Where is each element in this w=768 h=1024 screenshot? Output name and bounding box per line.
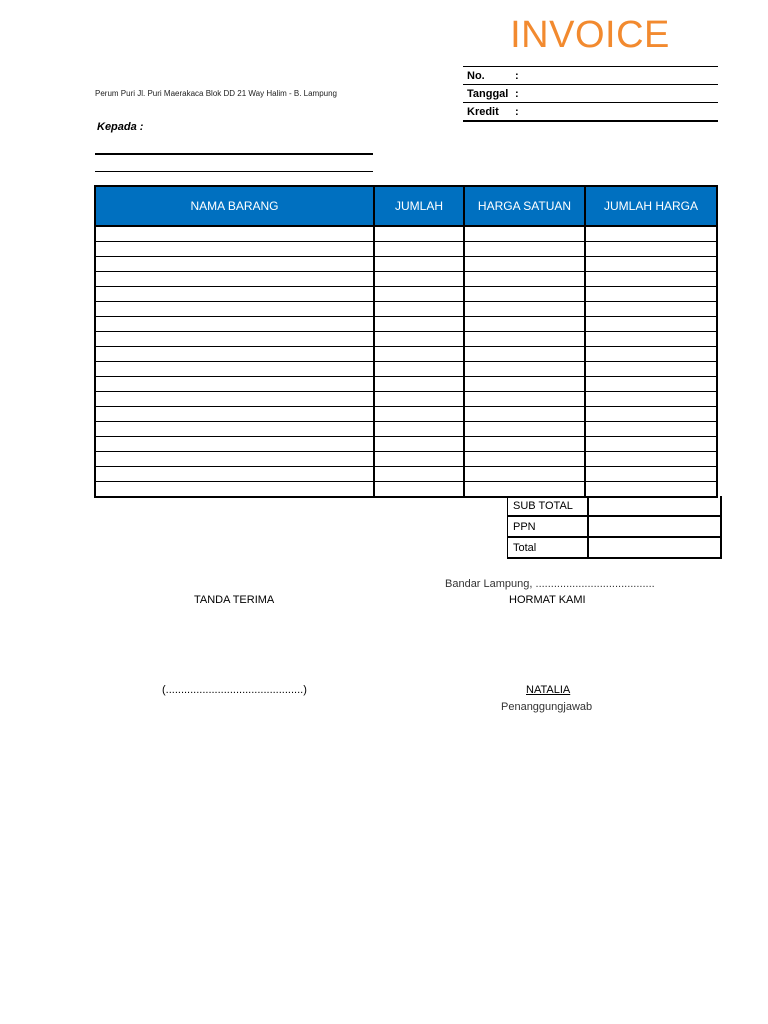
table-cell — [585, 257, 717, 272]
regards-label: HORMAT KAMI — [509, 594, 586, 606]
table-row — [95, 226, 717, 242]
table-cell — [464, 422, 585, 437]
table-cell — [464, 302, 585, 317]
invoice-info-table — [463, 66, 718, 122]
table-cell — [95, 452, 374, 467]
table-cell — [374, 317, 464, 332]
table-row — [95, 347, 717, 362]
table-cell — [374, 302, 464, 317]
table-cell — [95, 407, 374, 422]
table-cell — [585, 226, 717, 242]
column-header-jumlah: JUMLAH — [374, 186, 464, 226]
table-cell — [374, 242, 464, 257]
table-cell — [585, 287, 717, 302]
company-address: Perum Puri Jl. Puri Maerakaca Blok DD 21 Way Halim - B. Lampung — [95, 89, 338, 98]
items-body — [95, 226, 717, 497]
column-header-harga-satuan: HARGA SATUAN — [464, 186, 585, 226]
subtotal-value — [588, 496, 721, 516]
table-cell — [585, 482, 717, 498]
table-cell — [464, 287, 585, 302]
subtotal-label: SUB TOTAL — [508, 496, 589, 516]
table-cell — [585, 467, 717, 482]
info-sep-no: : — [511, 67, 718, 85]
table-cell — [374, 422, 464, 437]
table-cell — [374, 437, 464, 452]
column-header-nama-barang: NAMA BARANG — [95, 186, 374, 226]
table-cell — [464, 377, 585, 392]
table-cell — [95, 362, 374, 377]
table-row — [95, 467, 717, 482]
table-row — [95, 422, 717, 437]
table-cell — [374, 272, 464, 287]
table-cell — [585, 452, 717, 467]
table-cell — [374, 392, 464, 407]
table-cell — [374, 467, 464, 482]
table-row — [95, 302, 717, 317]
table-cell — [374, 377, 464, 392]
table-cell — [95, 302, 374, 317]
table-cell — [585, 317, 717, 332]
table-cell — [585, 242, 717, 257]
table-cell — [464, 452, 585, 467]
table-cell — [95, 437, 374, 452]
table-cell — [585, 377, 717, 392]
info-row-kredit — [463, 103, 718, 122]
table-cell — [374, 257, 464, 272]
table-cell — [95, 422, 374, 437]
table-cell — [95, 242, 374, 257]
table-cell — [464, 332, 585, 347]
signer-name: NATALIA — [526, 684, 571, 696]
table-cell — [374, 362, 464, 377]
table-cell — [374, 332, 464, 347]
table-row — [95, 272, 717, 287]
table-row — [95, 317, 717, 332]
table-cell — [374, 226, 464, 242]
info-row-no — [463, 67, 718, 85]
table-row — [95, 257, 717, 272]
table-cell — [464, 482, 585, 498]
table-cell — [95, 377, 374, 392]
table-cell — [585, 332, 717, 347]
table-cell — [585, 362, 717, 377]
signer-role: Penanggungjawab — [501, 701, 593, 713]
table-cell — [585, 392, 717, 407]
totals-row-total — [508, 537, 722, 558]
table-row — [95, 437, 717, 452]
recipient-label: Kepada : — [97, 121, 144, 133]
table-cell — [585, 302, 717, 317]
table-row — [95, 377, 717, 392]
info-sep-kredit: : — [511, 103, 718, 122]
invoice-title: INVOICE — [510, 14, 670, 56]
table-cell — [464, 437, 585, 452]
table-row — [95, 392, 717, 407]
table-cell — [464, 467, 585, 482]
recipient-line — [95, 171, 373, 172]
items-header-row — [95, 186, 717, 226]
total-label: Total — [508, 537, 589, 558]
table-cell — [464, 362, 585, 377]
table-cell — [464, 272, 585, 287]
receiver-signature-line: (.............................................) — [162, 684, 307, 696]
table-cell — [95, 332, 374, 347]
table-cell — [464, 392, 585, 407]
table-cell — [585, 437, 717, 452]
table-cell — [95, 347, 374, 362]
recipient-line — [95, 153, 373, 155]
table-cell — [464, 317, 585, 332]
totals-row-subtotal — [508, 496, 722, 516]
table-cell — [374, 407, 464, 422]
info-label-no: No. — [463, 67, 511, 85]
table-cell — [374, 287, 464, 302]
table-cell — [374, 452, 464, 467]
table-cell — [464, 347, 585, 362]
table-cell — [464, 226, 585, 242]
total-value — [588, 537, 721, 558]
table-row — [95, 482, 717, 498]
table-row — [95, 452, 717, 467]
table-cell — [374, 482, 464, 498]
table-cell — [95, 482, 374, 498]
table-row — [95, 332, 717, 347]
table-row — [95, 407, 717, 422]
table-cell — [95, 392, 374, 407]
table-cell — [95, 257, 374, 272]
table-cell — [585, 407, 717, 422]
info-sep-tanggal: : — [511, 85, 718, 103]
ppn-value — [588, 516, 721, 537]
table-row — [95, 242, 717, 257]
table-cell — [95, 287, 374, 302]
table-cell — [95, 317, 374, 332]
totals-row-ppn — [508, 516, 722, 537]
column-header-jumlah-harga: JUMLAH HARGA — [585, 186, 717, 226]
city-date: Bandar Lampung, ....................................... — [445, 578, 655, 590]
table-cell — [585, 422, 717, 437]
ppn-label: PPN — [508, 516, 589, 537]
items-table — [94, 185, 718, 498]
table-cell — [374, 347, 464, 362]
table-row — [95, 287, 717, 302]
table-cell — [464, 257, 585, 272]
receipt-label: TANDA TERIMA — [194, 594, 275, 606]
table-cell — [95, 467, 374, 482]
info-label-kredit: Kredit — [463, 103, 511, 122]
table-cell — [464, 242, 585, 257]
table-row — [95, 362, 717, 377]
table-cell — [464, 407, 585, 422]
table-cell — [585, 347, 717, 362]
totals-table — [507, 496, 722, 559]
table-cell — [95, 272, 374, 287]
info-row-tanggal — [463, 85, 718, 103]
table-cell — [585, 272, 717, 287]
table-cell — [95, 226, 374, 242]
info-label-tanggal: Tanggal — [463, 85, 511, 103]
